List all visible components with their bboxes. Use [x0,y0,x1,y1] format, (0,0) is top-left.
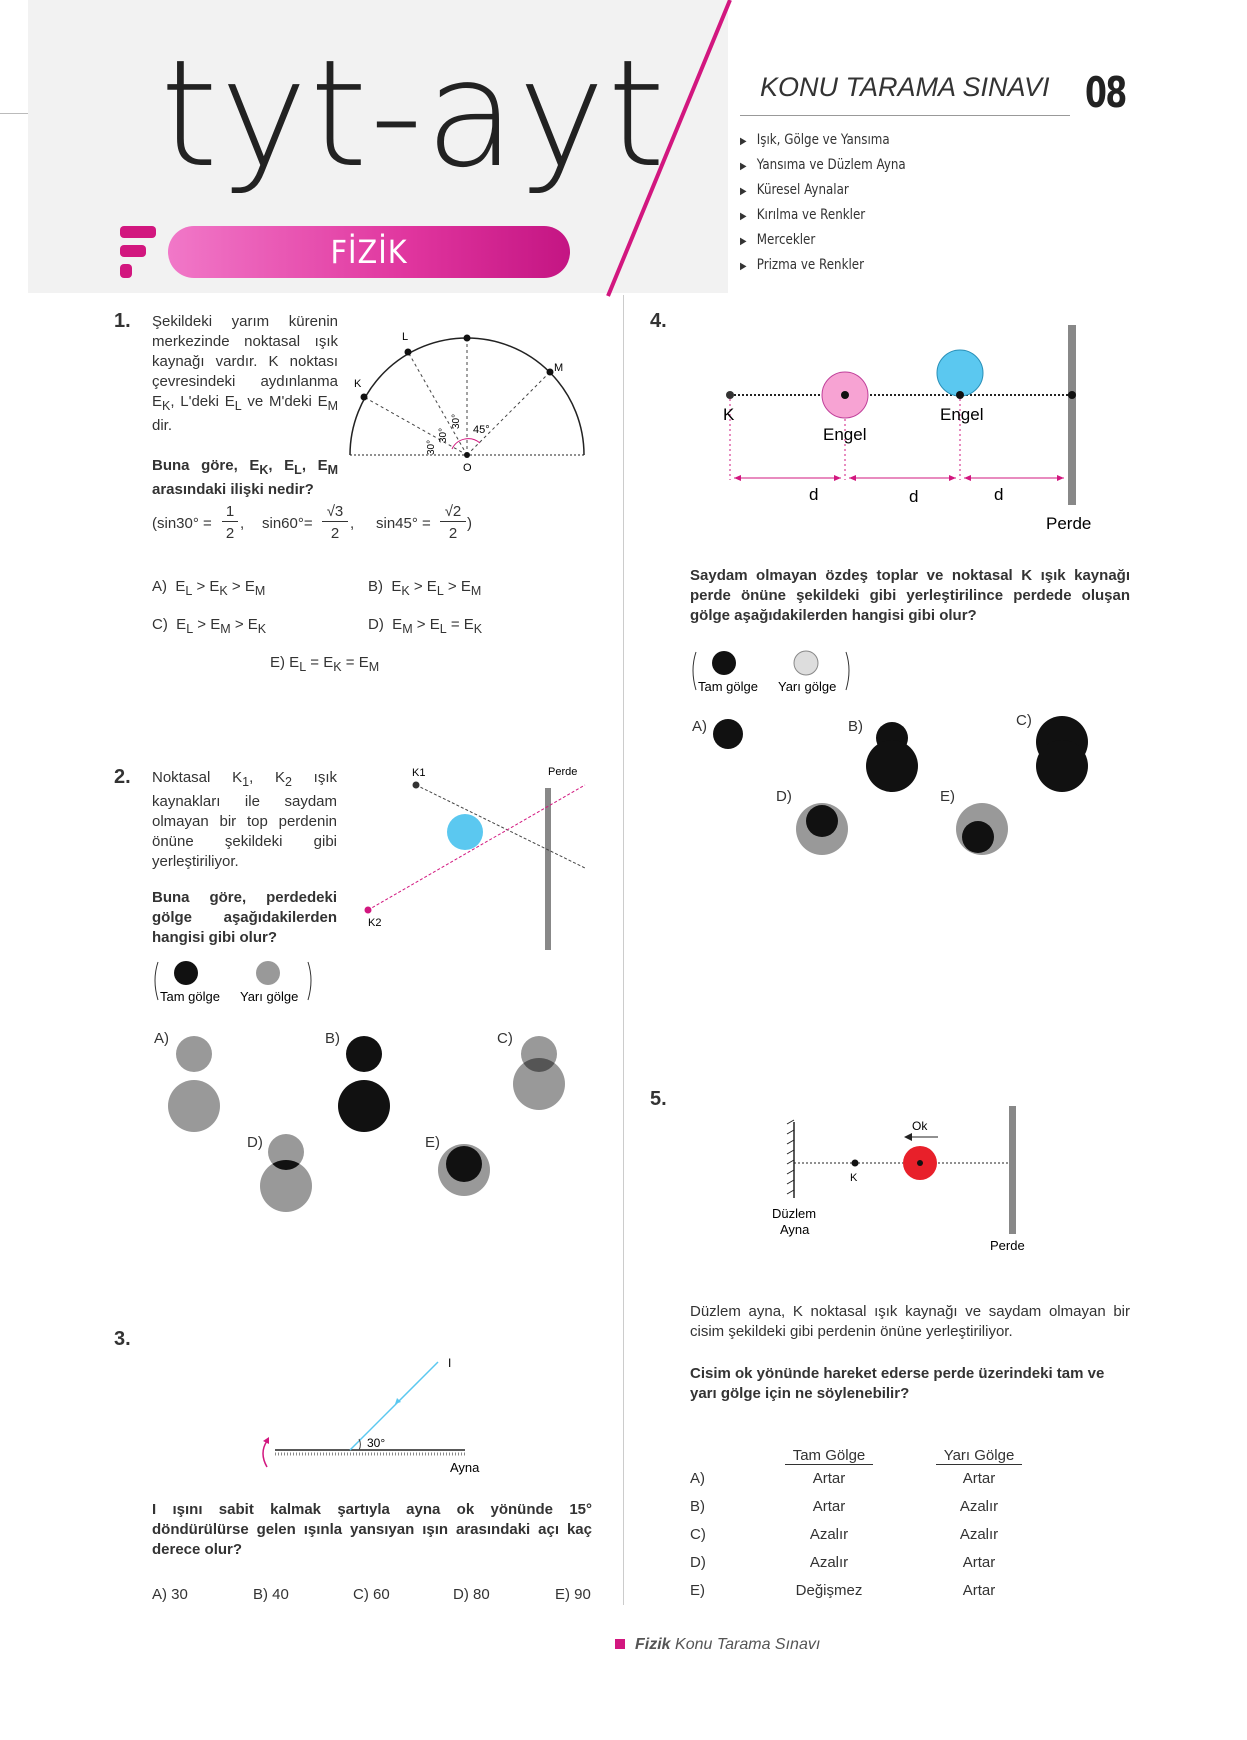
topic-list [740,128,935,278]
q4-legend-full: Tam gölge [698,679,758,694]
q4-option-a-shadow [710,712,750,752]
q1-option-c[interactable]: C) $E_L > E_M > E_K$ [152,616,267,636]
q5-label-perde: Perde [990,1238,1025,1253]
q2-option-e-shadow [430,1130,505,1230]
q1-hint-sin30: (sin30° = [152,515,212,532]
q1-hint-comma2: , [350,515,355,532]
brand-logo-text: tyt-ayt [160,28,668,200]
exam-title-underline [740,115,1070,116]
q3-option-d[interactable]: D) 80 [453,1586,490,1603]
q1-q-sub-m: M [327,463,338,477]
q1-text-a: Şekildeki yarım kürenin merkezinde noktasal ışık kaynağı vardır. K noktası çevresindeki aydınlanma E [152,313,338,410]
q4-option-d-shadow [790,795,860,865]
q3-option-b[interactable]: B) 40 [253,1586,289,1603]
q1-q-sub-l: L [294,463,302,477]
q1-frac3-num: √2 [440,503,466,522]
q1-option-a[interactable]: A) $E_L > E_K > E_M$ [152,578,266,598]
q4-label-engel2: Engel [940,405,984,424]
q2-option-c-shadow [505,1030,580,1140]
q2-legend [152,958,317,1004]
q4-option-c-shadow [1030,710,1100,800]
q1-sub-k: K [162,399,171,413]
q5-option-c[interactable]: C) Azalır Azalır [690,1525,999,1543]
q2-option-d-shadow [252,1130,327,1230]
exam-title: KONU TARAMA SINAVI [760,72,1050,102]
q1-hemisphere-diagram [342,325,592,475]
q5-label-mirror2: Ayna [780,1222,810,1237]
q5-label-mirror1: Düzlem [772,1206,817,1221]
topic-item: ▶ Kırılma ve Renkler [740,203,906,228]
q1-hint-sin60: sin60°= [262,515,313,532]
q1-option-d[interactable]: D) $E_M > E_L = E_K$ [368,616,483,636]
q4-number: 4. [650,310,667,332]
q2-diagram [360,760,600,960]
q1-hint-comma1: , [240,515,245,532]
q5-number: 5. [650,1088,667,1110]
q5-diagram [760,1100,1060,1255]
q5-text: Düzlem ayna, K noktasal ışık kaynağı ve saydam olmayan bir cisim şekildeki gibi perdenin önüne yerleştiriliyor. [690,1303,1130,1340]
q1-angle-30b: 30° [438,427,449,443]
q2-option-b-shadow [330,1030,405,1140]
footer-square-icon [615,1639,625,1649]
q5-label-ok: Ok [912,1119,928,1133]
q4-label-engel1: Engel [823,425,867,444]
q1-hint-sin45: sin45° = [376,515,431,532]
q1-option-b[interactable]: B) $E_K > E_L > E_M$ [368,578,482,598]
q4-option-e[interactable]: E) [940,788,955,805]
q5-col-tam: Tam Gölge [785,1447,874,1465]
f-logo-icon [118,226,160,282]
q2-option-a-shadow [160,1030,235,1140]
q2-label-k2: K2 [368,917,382,929]
q4-option-b[interactable]: B) [848,718,863,735]
q4-question: Saydam olmayan özdeş toplar ve noktasal K ışık kaynağı perde önüne şekildeki gibi yerleştirilince perdede oluşan gölge aşağıdakilerden hangisi gibi olur? [690,567,1130,624]
q1-frac1-num: 1 [222,503,238,522]
q1-angle-30a: 30° [426,439,437,455]
q2-label-perde: Perde [548,766,578,778]
q2-text: Noktasal $K_1$, $K_2$ ışık kaynakları ile saydam olmayan bir top perdenin önüne şekildeki gibi yerleştiriliyor. [152,769,337,870]
q5-option-b[interactable]: B) Artar Azalır [690,1497,999,1515]
topic-item: ▶ Küresel Aynalar [740,178,906,203]
q4-label-d1: d [809,485,819,504]
topic-item: ▶ Mercekler [740,228,906,253]
q1-question-b: arasındaki ilişki nedir? [152,481,314,498]
q1-angle-30c: 30° [451,413,462,429]
q3-option-e[interactable]: E) 90 [555,1586,591,1603]
q5-table-header [690,1436,1054,1464]
q1-frac2-num: √3 [322,503,348,522]
q1-question: Buna göre, $E_K$, $E_L$, $E_M$ arasındaki ilişki nedir? [152,457,338,498]
q5-option-d[interactable]: D) Azalır Artar [690,1553,996,1571]
q5-option-a[interactable]: A) Artar Artar [690,1469,996,1487]
q4-label-d3: d [994,485,1004,504]
q5-answer-table [690,1436,1054,1604]
q4-option-b-shadow [860,715,930,795]
q1-frac2-den: 2 [330,525,340,542]
q2-option-a[interactable]: A) [154,1030,169,1047]
q3-option-a[interactable]: A) 30 [152,1586,188,1603]
q4-option-c[interactable]: C) [1016,712,1032,729]
q5-option-e[interactable]: E) Değişmez Artar [690,1581,996,1599]
q1-text [152,312,338,436]
q1-text-c: ve M'deki E [241,393,328,410]
q3-diagram [255,1345,505,1475]
page-footer [615,1636,820,1654]
q1-q-sub-k: K [259,463,269,477]
topic-item: ▶ Prizma ve Renkler [740,253,906,278]
q3-label-mirror: Ayna [450,1460,480,1475]
q4-label-k: K [723,405,735,424]
q4-label-perde: Perde [1046,514,1092,533]
q2-option-b[interactable]: B) [325,1030,340,1047]
q4-label-d2: d [909,487,919,506]
q2-option-d[interactable]: D) [247,1134,263,1151]
q1-frac3-den: 2 [448,525,458,542]
q5-label-k: K [850,1172,858,1184]
q3-label-i: I [448,1356,452,1370]
q2-legend-half: Yarı gölge [240,989,299,1004]
q4-legend-half: Yarı gölge [778,679,837,694]
q3-label-angle: 30° [367,1436,386,1450]
q5-col-yari: Yarı Gölge [936,1447,1023,1465]
footer-title: Konu Tarama Sınavı [675,1636,821,1653]
q1-text-d: dir. [152,417,173,434]
q1-hint-close: ) [467,515,472,532]
q1-label-m: M [554,362,564,374]
q3-option-c[interactable]: C) 60 [353,1586,390,1603]
q4-option-d[interactable]: D) [776,788,792,805]
q4-legend [690,648,855,694]
q5-question: Cisim ok yönünde hareket ederse perde üzerindeki tam ve yarı gölge için ne söylenebilir? [690,1365,1105,1402]
q2-legend-full: Tam gölge [160,989,220,1004]
topic-item: ▶ Yansıma ve Düzlem Ayna [740,153,906,178]
q1-option-e[interactable]: E) $E_L = E_K = E_M$ [270,654,380,674]
q1-frac1-den: 2 [225,525,235,542]
q1-text-b: , L'deki E [170,393,235,410]
q3-question: I ışını sabit kalmak şartıyla ayna ok yönünde 15° döndürülürse gelen ışınla yansıyan ışın arasındaki açı kaç derece olur? [152,1501,592,1558]
q1-label-k: K [354,378,362,390]
column-divider [623,295,624,1605]
q1-number: 1. [114,310,131,332]
q2-question: Buna göre, perdedeki gölge aşağıdakilerden hangisi gibi olur? [152,889,337,946]
q4-option-e-shadow [950,795,1020,865]
q4-diagram [720,320,1100,535]
q4-option-a[interactable]: A) [692,718,707,735]
footer-subject: Fizik [635,1636,671,1653]
q2-option-c[interactable]: C) [497,1030,513,1047]
q1-sub-l: L [234,399,242,413]
q2-number: 2. [114,766,131,788]
topic-item: ▶ Işık, Gölge ve Yansıma [740,128,906,153]
subject-banner: FİZİK [168,226,570,278]
q1-sub-m: M [327,399,338,413]
exam-number: 08 [1085,68,1126,117]
q2-option-e[interactable]: E) [425,1134,440,1151]
q1-angle-45: 45° [473,424,490,436]
q2-label-k1: K1 [412,767,426,779]
q1-label-o: O [463,462,472,474]
q1-label-l: L [402,331,409,343]
q3-number: 3. [114,1328,131,1350]
q1-question-a: Buna göre, E [152,457,260,474]
page-edge-line [0,113,28,114]
